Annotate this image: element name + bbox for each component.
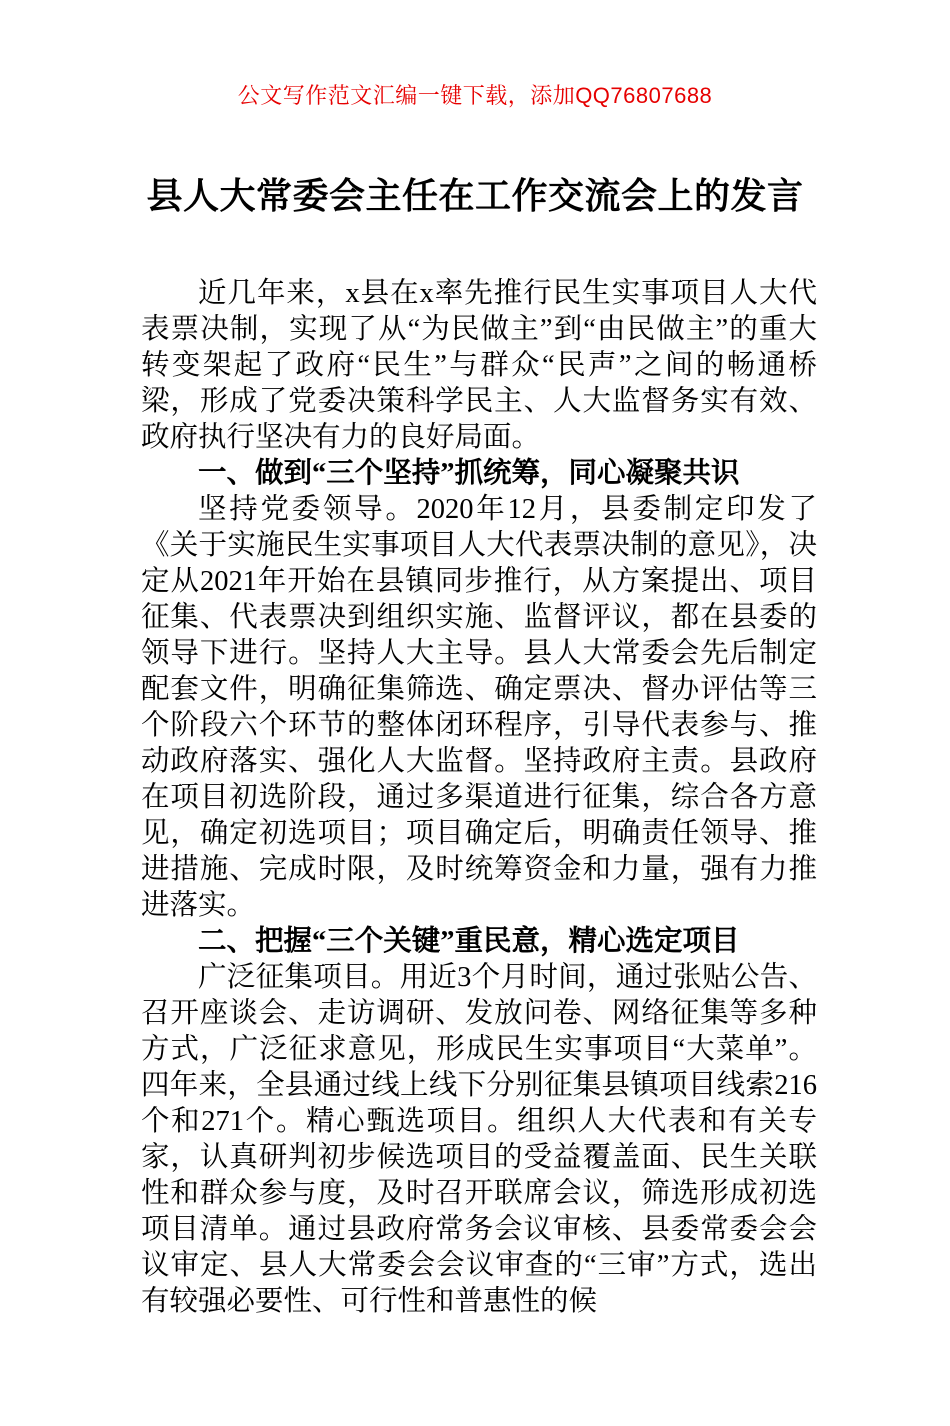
section-1-paragraph: 坚持党委领导。2020年12月，县委制定印发了《关于实施民生实事项目人大代表票决制的意见》，决定从2021年开始在县镇同步推行，从方案提出、项目征集、代表票决到组织实施、监督评议，都在县委的领导下进行。坚持人大主导。县人大常委会先后制定配套文件，明确征集筛选、确定票决、督办评估等三个阶段六个环节的整体闭环程序，引导代表参与、推动政府落实、强化人大监督。坚持政府主责。县政府在项目初选阶段，通过多渠道进行征集，综合各方意见，确定初选项目；项目确定后，明确责任领导、推进措施、完成时限，及时统筹资金和力量，强有力推进落实。 bbox=[141, 493, 817, 921]
intro-paragraph: 近几年来，x县在x率先推行民生实事项目人大代表票决制，实现了从“为民做主”到“由民做主”的重大转变架起了政府“民生”与群众“民声”之间的畅通桥梁，形成了党委决策科学民主、人大监督务实有效、政府执行坚决有力的良好局面。 bbox=[141, 277, 817, 453]
document-body bbox=[141, 276, 817, 1320]
ad-banner-text: 公文写作范文汇编一键下载，添加QQ76807688 bbox=[237, 83, 713, 108]
section-1-heading: 一、做到“三个坚持”抓统筹，同心凝聚共识 bbox=[198, 457, 740, 489]
document-page bbox=[0, 82, 950, 1426]
section-2-paragraph: 广泛征集项目。用近3个月时间，通过张贴公告、召开座谈会、走访调研、发放问卷、网络征集等多种方式，广泛征求意见，形成民生实事项目“大菜单”。四年来，全县通过线上线下分别征集县镇项目线索216个和271个。精心甄选项目。组织人大代表和有关专家，认真研判初步候选项目的受益覆盖面、民生关联性和群众参与度，及时召开联席会议，筛选形成初选项目清单。通过县政府常务会议审核、县委常委会会议审定、县人大常委会会议审查的“三审”方式，选出有较强必要性、可行性和普惠性的候 bbox=[141, 961, 817, 1317]
section-2-heading: 二、把握“三个关键”重民意，精心选定项目 bbox=[198, 925, 740, 957]
document-title: 县人大常委会主任在工作交流会上的发言 bbox=[146, 174, 804, 216]
